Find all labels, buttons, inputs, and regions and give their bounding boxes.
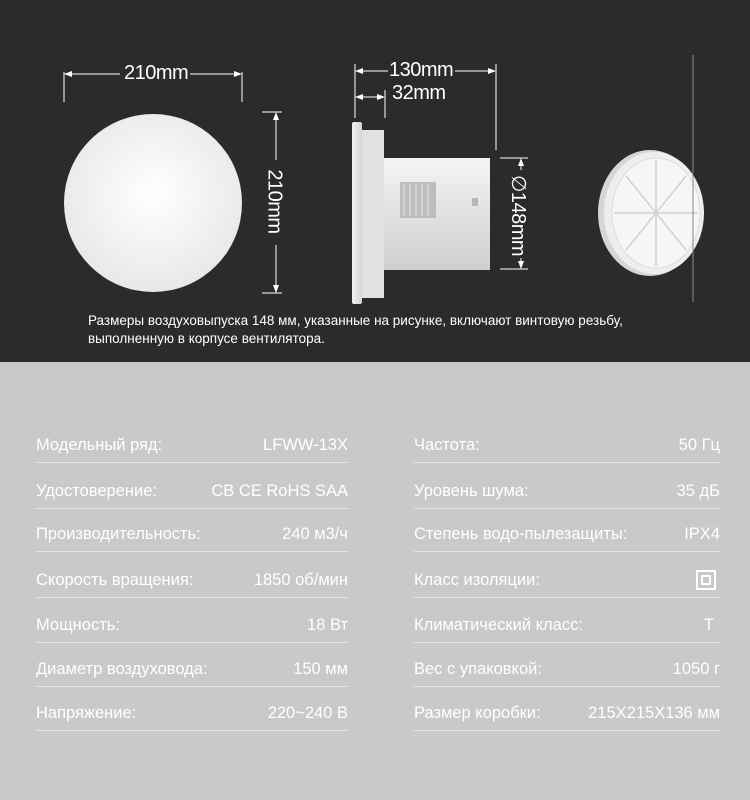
front-height-label: 210mm bbox=[263, 169, 286, 234]
spec-row-insulation-class bbox=[414, 563, 720, 598]
spec-value: LFWW-13X bbox=[263, 435, 348, 454]
spec-row-capacity bbox=[36, 517, 348, 552]
spec-value: 18 Вт bbox=[307, 615, 348, 634]
spec-label: Частота: bbox=[414, 435, 480, 454]
spec-value: 1050 г bbox=[672, 659, 720, 678]
spec-value: T bbox=[703, 615, 714, 634]
spec-label: Удостоверение: bbox=[36, 481, 157, 500]
specs-panel bbox=[0, 362, 750, 800]
front-panel-shape bbox=[64, 114, 242, 292]
spec-value: 35 дБ bbox=[676, 481, 720, 500]
spec-label: Уровень шума: bbox=[414, 481, 529, 500]
spec-row-frequency bbox=[414, 428, 720, 463]
spec-row-duct-diameter bbox=[36, 652, 348, 687]
spec-row-packed-weight bbox=[414, 652, 720, 687]
side-depth-label: 130mm bbox=[389, 59, 454, 81]
spec-label: Степень водо-пылезащиты: bbox=[414, 524, 628, 543]
spec-value: CB CE RoHS SAA bbox=[211, 481, 348, 500]
spec-row-speed bbox=[36, 563, 348, 598]
spec-row-box-size bbox=[414, 696, 720, 731]
side-body-shape bbox=[384, 158, 490, 270]
spec-value: 240 м3/ч bbox=[282, 524, 348, 543]
spec-row-noise bbox=[414, 474, 720, 509]
spec-row-model bbox=[36, 428, 348, 463]
spec-label: Модельный ряд: bbox=[36, 435, 163, 454]
spec-row-voltage bbox=[36, 696, 348, 731]
spec-row-climate-class bbox=[414, 608, 720, 643]
dimension-drawing bbox=[0, 0, 750, 362]
flange-depth-label: 32mm bbox=[392, 82, 446, 104]
spec-value: IPX4 bbox=[684, 524, 720, 543]
spec-label: Вес с упаковкой: bbox=[414, 659, 542, 678]
spec-value: 220~240 В bbox=[267, 703, 348, 722]
duct-diameter-label: ∅148mm bbox=[507, 174, 530, 257]
spec-label: Климатический класс: bbox=[414, 615, 583, 634]
spec-label: Размер коробки: bbox=[414, 703, 541, 722]
spec-row-power bbox=[36, 608, 348, 643]
spec-row-certification bbox=[36, 474, 348, 509]
caption-line-2: выполненную в корпусе вентилятора. bbox=[88, 331, 325, 346]
spec-label: Диаметр воздуховода: bbox=[36, 659, 208, 678]
front-width-label: 210mm bbox=[124, 62, 189, 84]
spec-label: Производительность: bbox=[36, 524, 201, 543]
caption-line-1: Размеры воздуховыпуска 148 мм, указанные на рисунке, включают винтовую резьбу, bbox=[88, 313, 623, 328]
diagram-caption bbox=[88, 312, 728, 348]
spec-row-ingress-protection bbox=[414, 517, 720, 552]
spec-value: 50 Гц bbox=[678, 435, 720, 454]
double-square-icon bbox=[696, 570, 716, 590]
spec-label: Мощность: bbox=[36, 615, 120, 634]
spec-value: 215X215X136 мм bbox=[588, 703, 720, 722]
side-flange-shape bbox=[352, 122, 362, 304]
spec-label: Скорость вращения: bbox=[36, 570, 194, 589]
diagram-panel bbox=[0, 0, 750, 362]
spec-label: Напряжение: bbox=[36, 703, 137, 722]
spec-label: Класс изоляции: bbox=[414, 570, 540, 589]
spec-value: 150 мм bbox=[293, 659, 348, 678]
spec-value: 1850 об/мин bbox=[253, 570, 348, 589]
